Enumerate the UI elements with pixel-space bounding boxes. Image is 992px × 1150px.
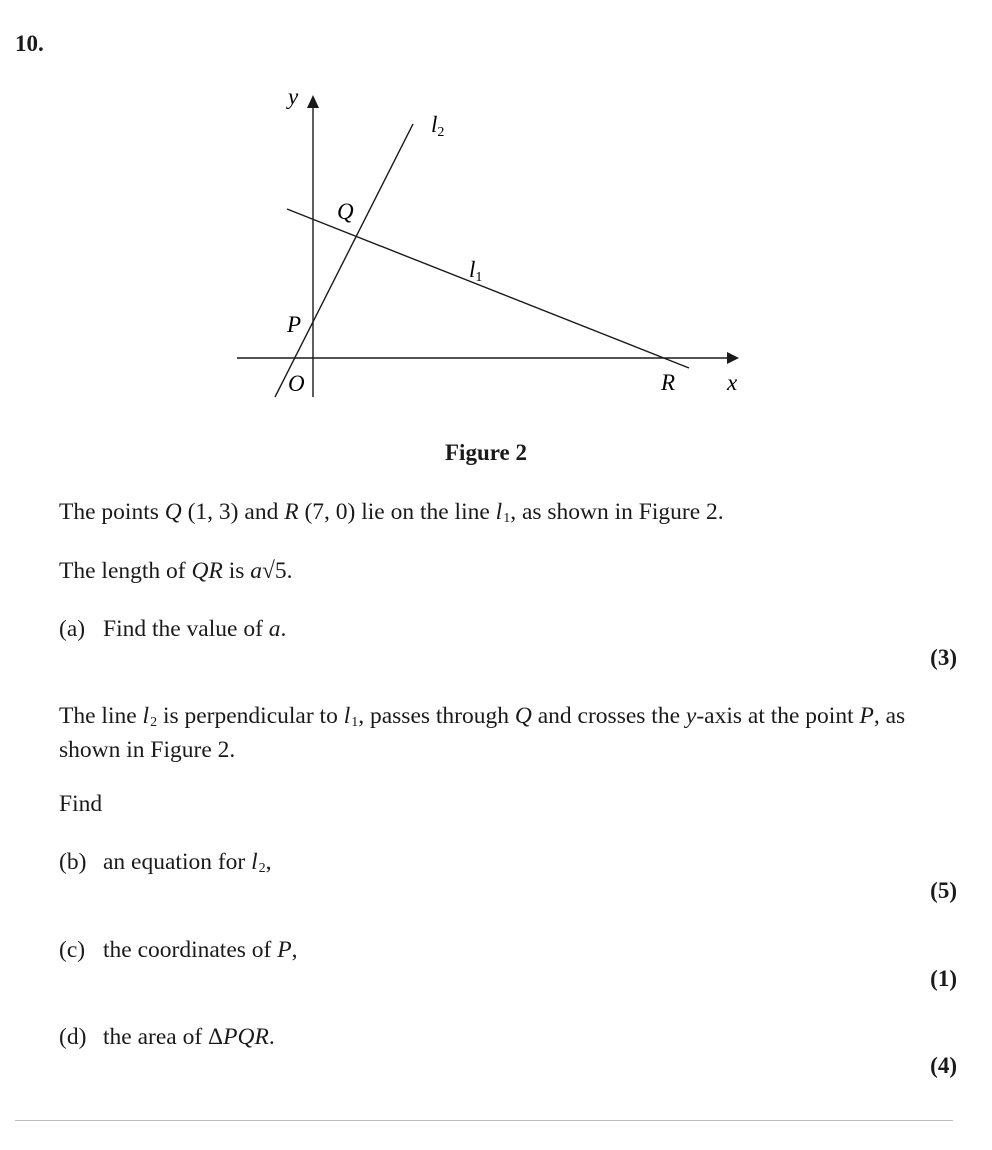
part-b-marks: (5) — [930, 878, 957, 903]
line-l2-letter: l — [431, 112, 438, 137]
part-d: (d) the area of ΔPQR. — [59, 1024, 275, 1050]
part-a-marks: (3) — [930, 645, 957, 670]
line-l1-letter: l — [469, 257, 476, 282]
line-l2-subscript: 2 — [437, 125, 445, 140]
perpendicular-paragraph: The line $l_2$ is perpendicular to $l_1$, passes through Q and crosses the y-axis at the point P, as shown in Figure 2. — [59, 703, 906, 763]
question-number: 10. — [15, 31, 44, 56]
x-axis-arrow-icon — [727, 352, 739, 364]
length-paragraph: The length of QR is a√5. — [59, 558, 293, 584]
figure-caption: Figure 2 — [445, 440, 527, 465]
line-l2-label — [431, 112, 444, 140]
part-d-label: (d) — [59, 1024, 87, 1050]
part-c-marks: (1) — [930, 966, 957, 991]
point-p-label: P — [287, 312, 302, 337]
line-l1-subscript: 1 — [475, 270, 483, 285]
part-d-marks: (4) — [930, 1053, 957, 1078]
line-l1 — [287, 209, 689, 368]
point-r-label: R — [661, 370, 676, 395]
part-c-label: (c) — [59, 937, 86, 963]
part-b-label: (b) — [59, 849, 87, 875]
part-b: (b) an equation for $l_2$, — [59, 849, 272, 876]
line-l2 — [275, 124, 413, 397]
figure-2-diagram — [230, 82, 750, 412]
y-axis-label: y — [288, 84, 299, 109]
x-axis-label: x — [727, 370, 738, 395]
point-q-label: Q — [337, 199, 354, 224]
origin-label: O — [288, 371, 305, 396]
part-c: (c) the coordinates of P, — [59, 937, 298, 963]
bottom-divider — [15, 1120, 953, 1121]
line-l1-label — [469, 257, 482, 285]
part-a-label: (a) — [59, 616, 86, 642]
part-a: (a) Find the value of a. — [59, 616, 287, 642]
intro-paragraph: The points Q (1, 3) and R (7, 0) lie on the line $l_1$, as shown in Figure 2. — [59, 499, 724, 526]
find-heading: Find — [59, 791, 103, 817]
y-axis-arrow-icon — [307, 95, 319, 108]
